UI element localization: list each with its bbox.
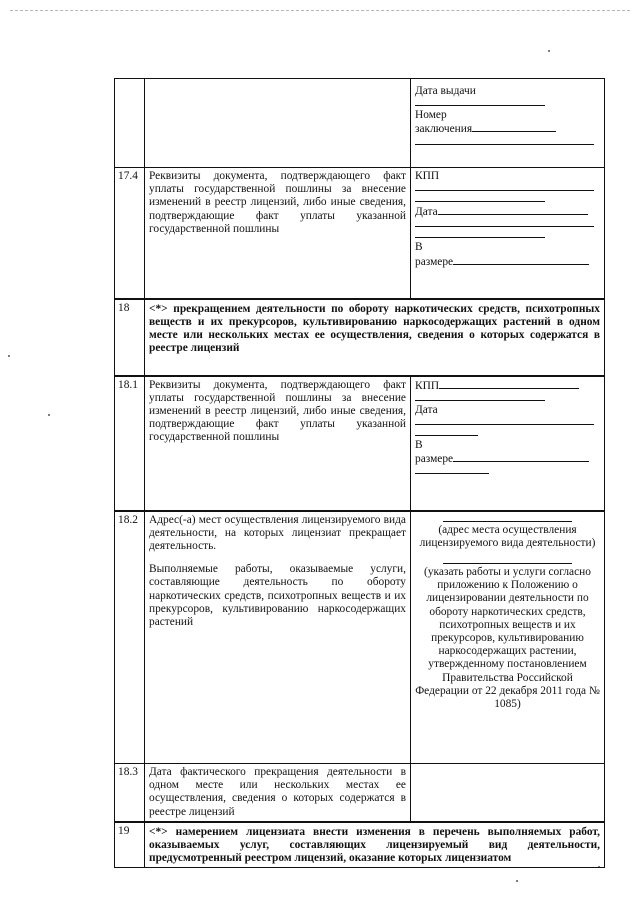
date-field[interactable] — [415, 417, 594, 425]
scan-speck — [48, 414, 50, 416]
date-field-extra[interactable] — [415, 428, 478, 436]
table-row-18 — [115, 299, 605, 376]
row-number-cell — [115, 79, 145, 168]
number-label: Номер — [415, 109, 447, 122]
conclusion-extra-field[interactable] — [415, 137, 594, 145]
date-label: Дата — [415, 403, 438, 416]
row-description: Дата фактического прекращения деятельности в одном месте или нескольких местах ее осуществления, сведения о которых содержатся в реестре лицензий — [145, 764, 411, 822]
issue-date-field[interactable] — [415, 98, 545, 106]
amount-label: размере — [415, 453, 454, 466]
in-label: В — [415, 438, 423, 451]
row-heading-text: <*> прекращением деятельности по обороту наркотических средств, психотропных веществ и их прекурсоров, культивированию наркосодержащих растений в одном месте или нескольких местах ее осуществления, сведения о которых содержатся в реестре лицензий — [145, 299, 605, 376]
row-number: 18.1 — [115, 376, 145, 511]
row-number: 17.4 — [115, 168, 145, 299]
scan-speck — [548, 50, 550, 52]
date-label: Дата — [415, 206, 438, 219]
termination-date-field[interactable] — [411, 764, 605, 822]
table-row-18-2 — [115, 511, 605, 764]
date-field[interactable] — [438, 205, 588, 215]
date-field-extra-2[interactable] — [415, 230, 545, 238]
amount-field-extra[interactable] — [415, 466, 489, 474]
amount-field[interactable] — [453, 452, 589, 462]
kpp-field[interactable] — [439, 379, 579, 389]
table-row-18-3 — [115, 764, 605, 822]
payment-fields-18-1 — [411, 376, 605, 511]
row-description-cell — [145, 79, 411, 168]
table-row-continuation — [115, 79, 605, 168]
conclusion-line — [415, 122, 600, 136]
amount-line — [415, 452, 600, 466]
row-number: 18 — [115, 299, 145, 376]
scan-speck — [516, 880, 518, 882]
address-description: Адрес(-а) мест осуществления лицензируемого вида деятельности, на которых лицензиат прекращает деятельность. — [149, 513, 406, 552]
date-field-extra[interactable] — [415, 219, 594, 227]
kpp-label: КПП — [415, 379, 440, 392]
row-description — [145, 511, 411, 764]
payment-fields-17-4 — [411, 168, 605, 299]
in-label: В — [415, 241, 423, 254]
amount-field[interactable] — [453, 255, 589, 265]
page-top-rule — [10, 10, 630, 12]
kpp-field-extra[interactable] — [415, 194, 545, 202]
conclusion-number-field[interactable] — [472, 122, 556, 132]
conclusion-label: заключения — [415, 123, 473, 136]
row-heading-text: <*> намерением лицензиата внести изменения в перечень выполняемых работ, оказываемых услуг, составляющих лицензируемый вид деятельности, предусмотренный реестром лицензий, оказание которых лицензиатом — [145, 822, 605, 868]
row-description: Реквизиты документа, подтверждающего факт уплаты государственной пошлины за внесение изменений в реестр лицензий, либо иные сведения, подтверждающие факт уплаты указанной государственной пошлины — [145, 376, 411, 511]
kpp-label: КПП — [415, 170, 440, 182]
row-fields-cell — [411, 511, 605, 764]
address-hint: (адрес места осуществления лицензируемого вида деятельности) — [419, 523, 596, 549]
spacer — [149, 553, 406, 563]
row-number: 19 — [115, 822, 145, 868]
works-hint: (указать работы и услуги согласно приложению к Положению о лицензировании деятельности по обороту наркотических средств, психотропных веществ и их прекурсоров, культивированию наркосодержащих растении, утвержденному постановлением Правительства Российской Федерации от 22 декабря 2011 года № 1085) — [415, 565, 600, 710]
row-number: 18.2 — [115, 511, 145, 764]
date-line — [415, 205, 600, 219]
table-row-17-4 — [115, 168, 605, 299]
issue-date-label: Дата выдачи — [415, 85, 476, 97]
kpp-field-extra[interactable] — [415, 393, 545, 401]
license-form-table — [114, 78, 605, 868]
kpp-field[interactable] — [415, 183, 594, 191]
table-row-19 — [115, 822, 605, 868]
table-row-18-1 — [115, 376, 605, 511]
row-fields-cell — [411, 79, 605, 168]
row-description: Реквизиты документа, подтверждающего факт уплаты государственной пошлины за внесение изменений в реестр лицензий, либо иные сведения, подтверждающие факт уплаты указанной государственной пошлины — [145, 168, 411, 299]
row-number: 18.3 — [115, 764, 145, 822]
amount-label: размере — [415, 255, 454, 268]
scan-speck — [8, 355, 10, 357]
works-description: Выполняемые работы, оказываемые услуги, составляющие деятельность по обороту наркотических средств, психотропных веществ и их прекурсоров, культивированию наркосодержащих растений — [149, 563, 406, 628]
amount-line — [415, 255, 600, 269]
kpp-line — [415, 379, 600, 393]
address-field[interactable] — [443, 514, 573, 522]
works-field[interactable] — [443, 556, 573, 564]
